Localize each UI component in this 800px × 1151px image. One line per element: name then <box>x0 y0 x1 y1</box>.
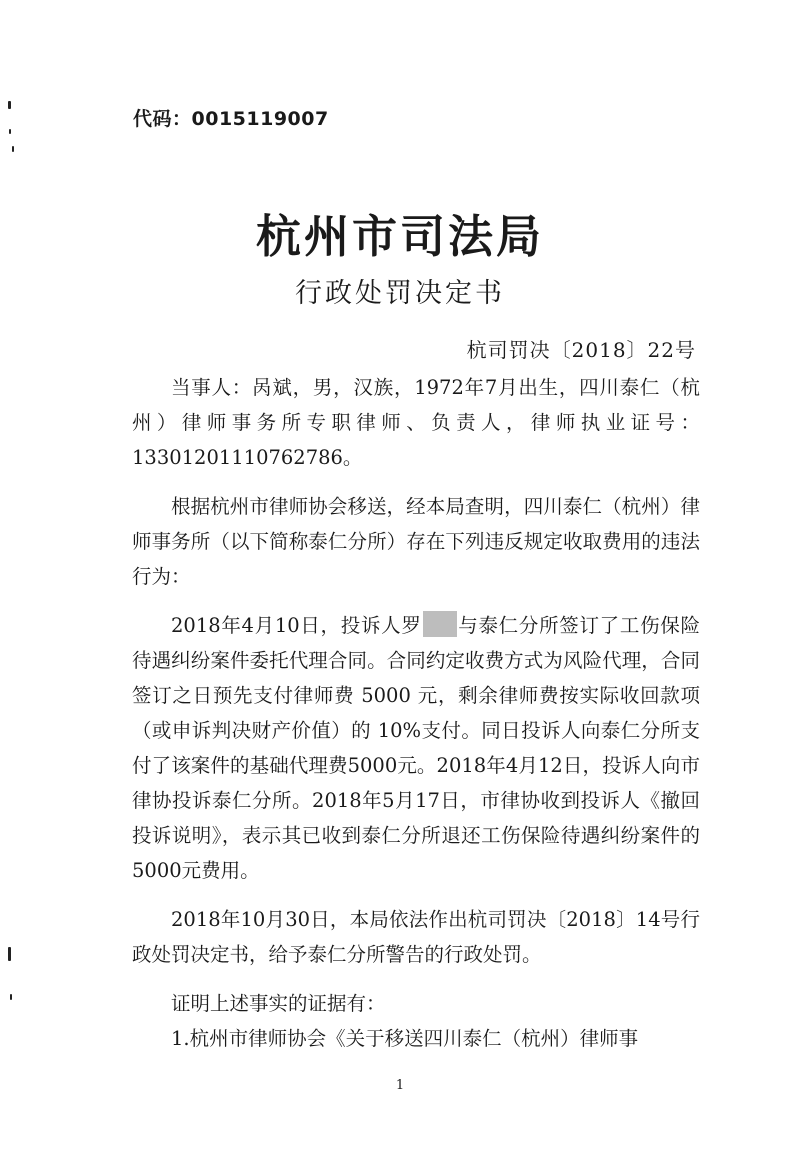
evidence-item-1: 1.杭州市律师协会《关于移送四川泰仁（杭州）律师事 <box>171 1027 639 1050</box>
prior-penalty-paragraph: 2018年10月30日，本局依法作出杭司罚决〔2018〕14号行政处罚决定书，给予泰仁分所警告的行政处罚。 <box>132 908 700 966</box>
page-number: 1 <box>395 1078 405 1093</box>
facts-text-end: 与泰仁分所签订了工伤保险待遇纠纷案件委托代理合同。合同约定收费方式为风险代理，合同签订之日预先支付律师费 5000 元，剩余律师费按实际收回款项（或申诉判决财产价值）的 10%支付。同日投诉人向泰仁分所支付了该案件的基础代理费5000元。2018年4月12日，投诉人向市律协投诉泰仁分所。2018年5月17日，市律协收到投诉人《撤回投诉说明》，表示其已收到泰仁分所退还工伤保险待遇纠纷案件的5000元费用。 <box>132 614 700 882</box>
scan-mark <box>9 129 11 134</box>
scan-mark <box>8 947 11 961</box>
document-number: 杭司罚决〔2018〕22号 <box>466 338 696 362</box>
basis-paragraph: 根据杭州市律师协会移送，经本局查明，四川泰仁（杭州）律师事务所（以下简称泰仁分所）存在下列违反规定收取费用的违法行为： <box>132 495 700 588</box>
document-body <box>132 370 700 1056</box>
scan-mark <box>10 994 12 1000</box>
page-title: 杭州市司法局 <box>255 210 544 263</box>
scan-mark <box>8 101 11 109</box>
document-code: 代码：0015119007 <box>133 108 329 130</box>
facts-paragraph <box>132 608 700 888</box>
document-type: 行政处罚决定书 <box>295 278 505 309</box>
redaction-block <box>423 611 457 637</box>
scan-mark <box>12 146 14 152</box>
evidence-intro: 证明上述事实的证据有： <box>171 992 386 1015</box>
facts-text-start: 2018年4月10日，投诉人罗 <box>171 614 422 637</box>
party-paragraph: 当事人：呙斌，男，汉族，1972年7月出生，四川泰仁（杭州）律师事务所专职律师、负责人，律师执业证号：13301201110762786。 <box>132 376 700 469</box>
